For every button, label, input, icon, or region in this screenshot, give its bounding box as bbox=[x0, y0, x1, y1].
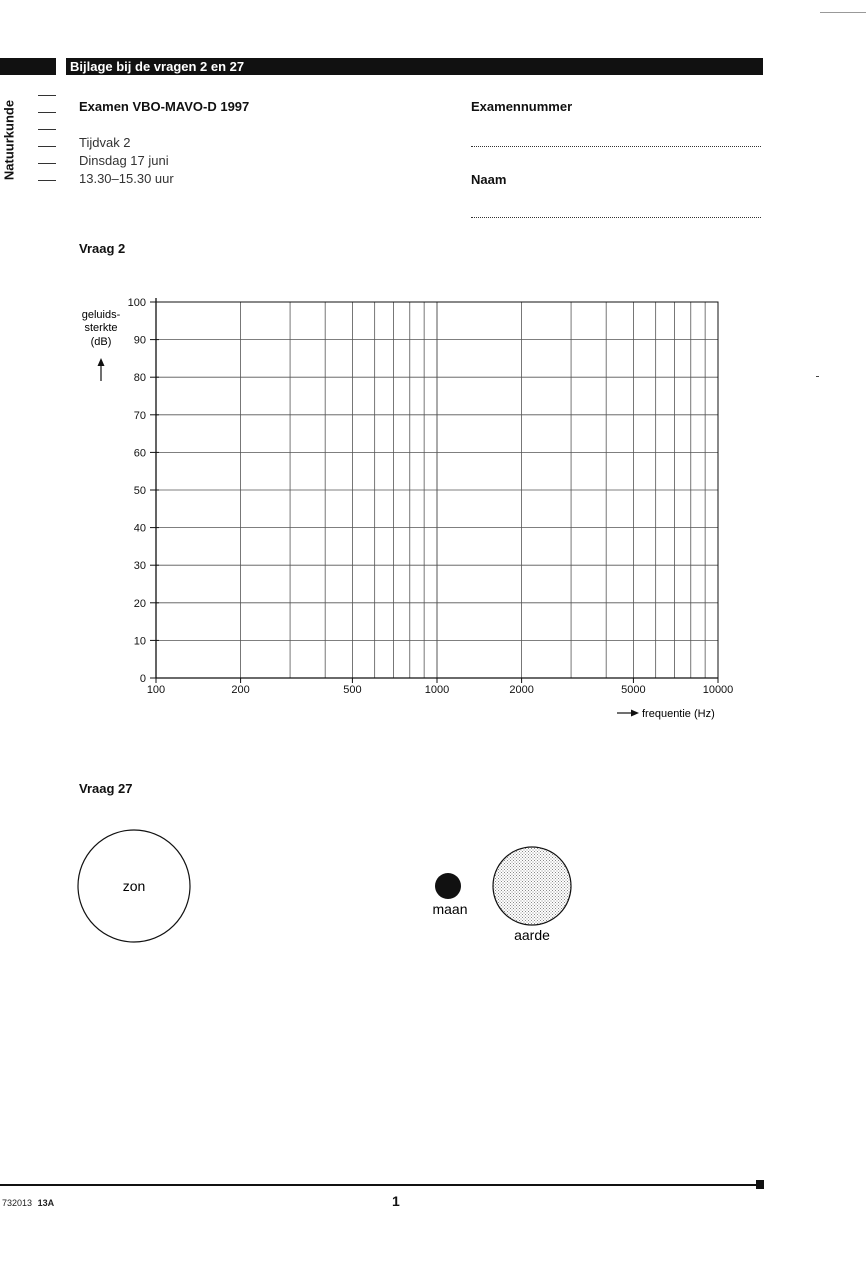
exam-period: Tijdvak 2 bbox=[79, 135, 131, 150]
examennummer-label: Examennummer bbox=[471, 99, 573, 114]
footer-rule bbox=[0, 1184, 760, 1186]
x-axis-arrow bbox=[617, 710, 639, 717]
chart-tick-labels bbox=[128, 297, 734, 696]
footer-code-suffix: 13A bbox=[37, 1198, 55, 1208]
question-2-label: Vraag 2 bbox=[79, 241, 126, 256]
moon-circle bbox=[435, 873, 461, 899]
sun-moon-earth-diagram bbox=[0, 800, 866, 960]
moon-label: maan bbox=[432, 901, 468, 917]
chart-y-tick-label: 80 bbox=[133, 372, 146, 385]
sun-label: zon bbox=[122, 878, 146, 894]
naam-label: Naam bbox=[471, 172, 507, 187]
page-number: 1 bbox=[392, 1193, 400, 1209]
question-27-label: Vraag 27 bbox=[79, 781, 133, 796]
chart-x-tick-label: 5000 bbox=[621, 684, 646, 696]
chart-y-tick-label: 20 bbox=[133, 597, 146, 610]
exam-date: Dinsdag 17 juni bbox=[79, 153, 169, 168]
chart-x-tick-label: 10000 bbox=[702, 684, 734, 696]
y-axis-label-line-2: sterkte bbox=[84, 322, 118, 334]
chart-x-tick-label: 200 bbox=[231, 684, 250, 696]
subject-side-label-text: Natuurkunde bbox=[1, 99, 17, 181]
y-axis-arrow bbox=[98, 358, 105, 381]
chart-grid bbox=[156, 302, 718, 678]
earth-label: aarde bbox=[514, 927, 550, 943]
chart-y-tick-label: 100 bbox=[127, 297, 146, 309]
y-axis-label-line-1: geluids- bbox=[81, 309, 121, 321]
chart-x-tick-label: 1000 bbox=[424, 684, 450, 696]
chart-x-tick-label: 100 bbox=[146, 684, 166, 696]
y-axis-label-line-3: (dB) bbox=[90, 336, 112, 348]
chart-y-tick-label: 90 bbox=[133, 334, 146, 347]
footer-code-number: 732013 bbox=[2, 1198, 33, 1208]
chart-y-tick-label: 70 bbox=[133, 409, 146, 422]
x-axis-label: frequentie (Hz) bbox=[642, 708, 715, 720]
footer-marker bbox=[756, 1180, 764, 1189]
chart-x-tick-label: 500 bbox=[343, 684, 362, 696]
exam-title: Examen VBO-MAVO-D 1997 bbox=[79, 99, 250, 114]
chart-y-tick-label: 40 bbox=[133, 522, 146, 535]
chart-x-tick-label: 2000 bbox=[509, 684, 534, 696]
header-banner-text: Bijlage bij de vragen 2 en 27 bbox=[70, 59, 245, 74]
exam-time: 13.30–15.30 uur bbox=[79, 171, 174, 186]
stray-mark bbox=[816, 376, 819, 377]
chart-axes bbox=[150, 298, 718, 683]
footer-code bbox=[2, 1198, 54, 1208]
chart-y-tick-label: 60 bbox=[133, 447, 146, 460]
chart-y-tick-label: 0 bbox=[139, 673, 146, 685]
chart-y-tick-label: 10 bbox=[133, 635, 146, 648]
chart-y-tick-label: 50 bbox=[133, 485, 146, 497]
chart-y-tick-label: 30 bbox=[133, 560, 146, 573]
earth-circle bbox=[493, 847, 571, 925]
